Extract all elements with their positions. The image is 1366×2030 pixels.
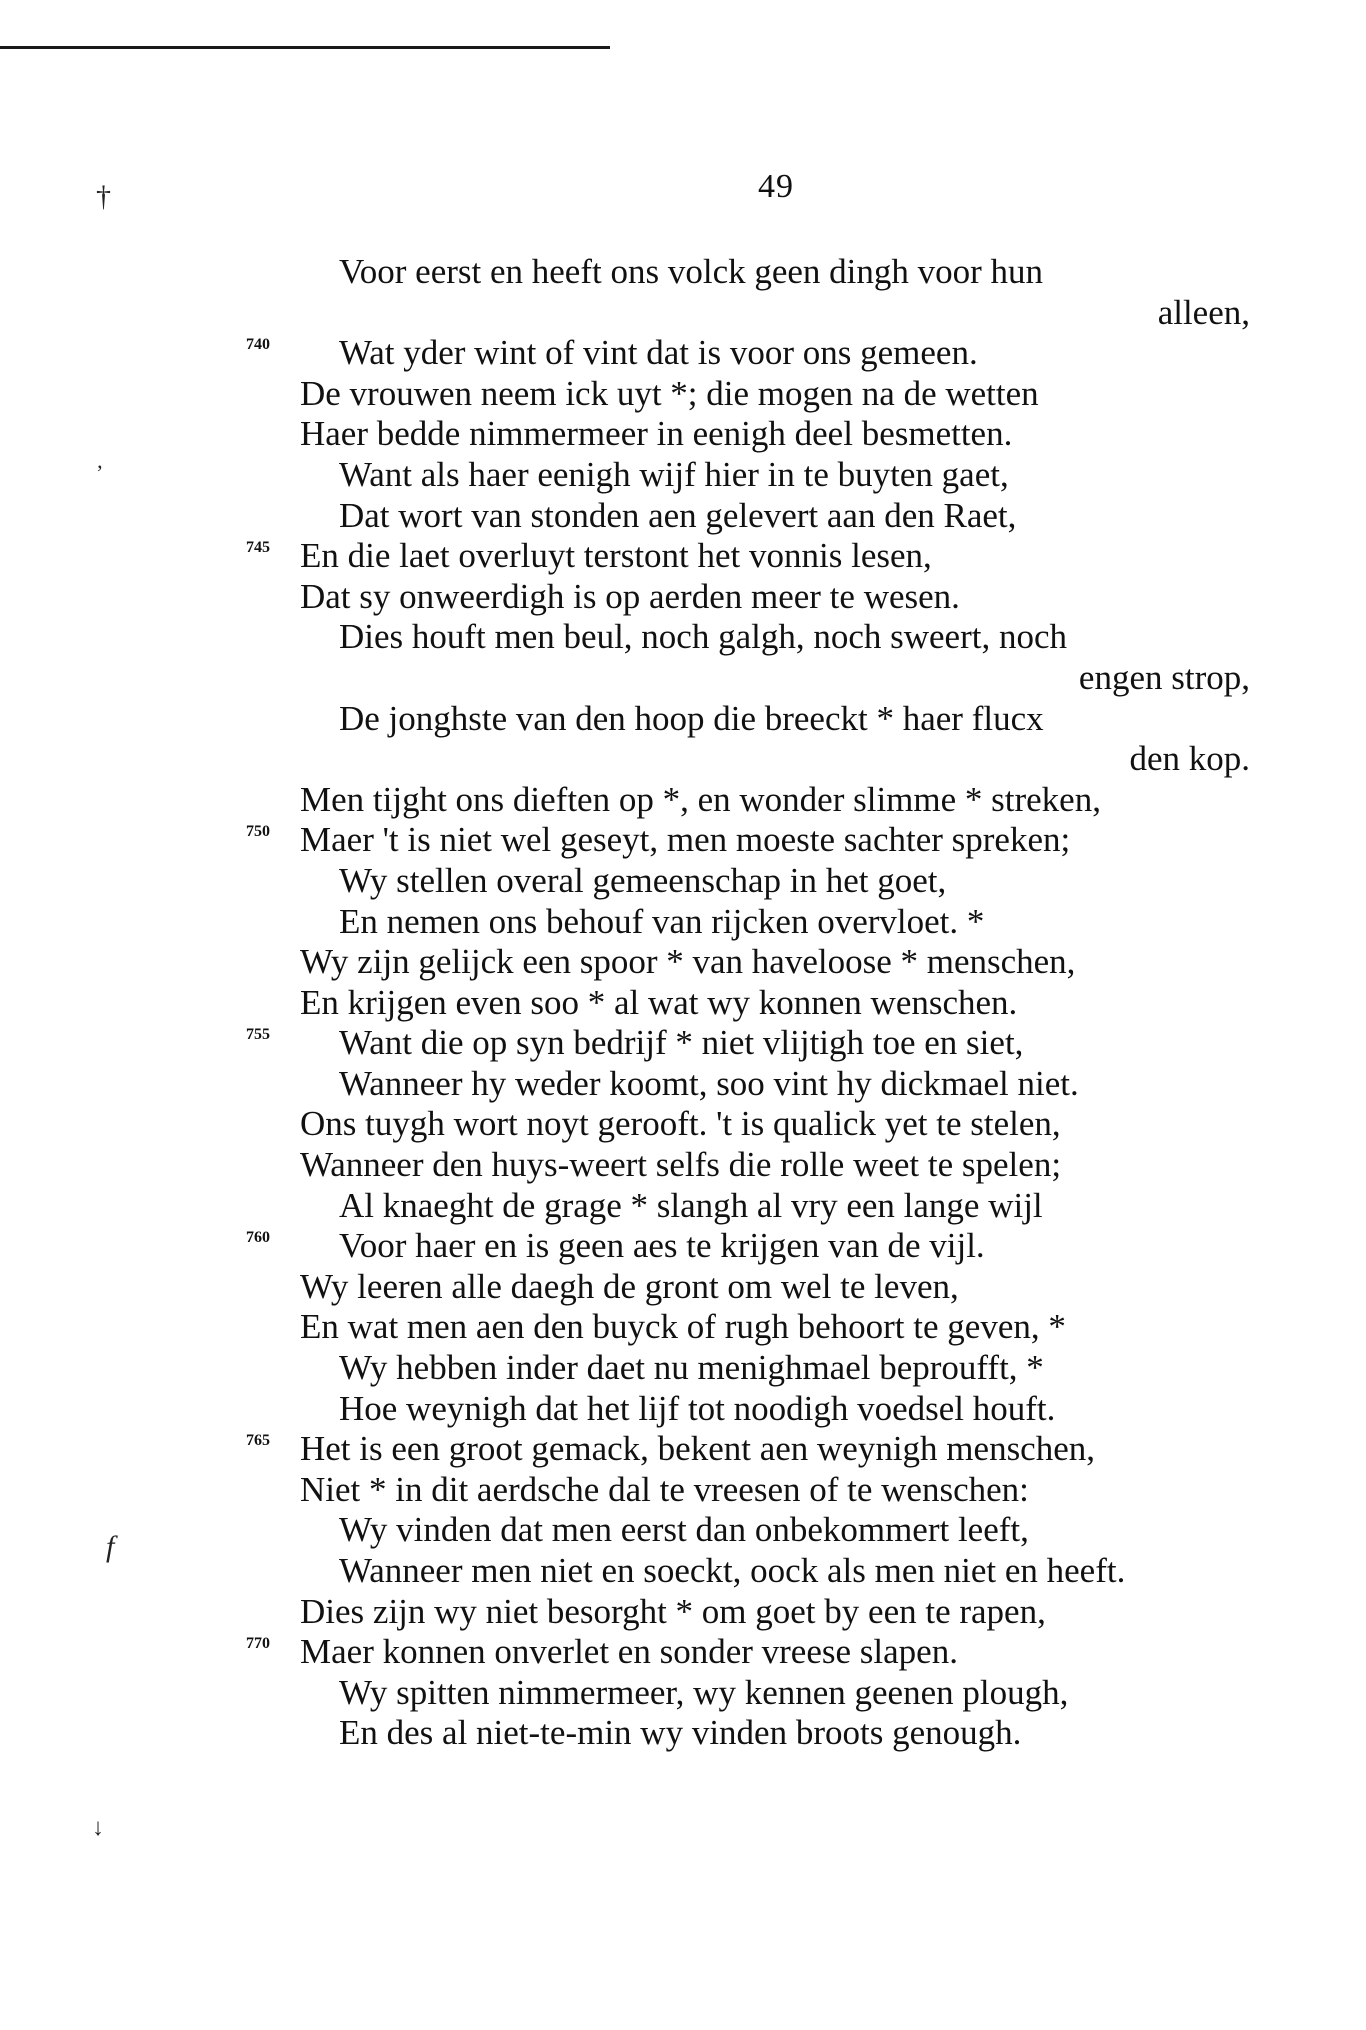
verse-line	[300, 1510, 1260, 1551]
verse-text: Dies houft men beul, noch galgh, noch sweert, noch	[339, 617, 1068, 657]
verse-line	[300, 699, 1260, 740]
verse-text: Want als haer eenigh wijf hier in te buyten gaet,	[339, 454, 1009, 494]
verse-line	[300, 861, 1260, 902]
verse-text: Al knaeght de grage * slangh al vry een lange wijl	[339, 1185, 1043, 1225]
verse-line	[300, 780, 1260, 821]
verse-text: Maer konnen onverlet en sonder vreese slapen.	[300, 1632, 958, 1672]
verse-text: Wanneer den huys-weert selfs die rolle weet te spelen;	[300, 1145, 1062, 1185]
verse-line	[246, 536, 1260, 577]
verse-text: En des al niet-te-min wy vinden broots genough.	[339, 1713, 1022, 1753]
verse-text: De vrouwen neem ick uyt *; die mogen na de wetten	[300, 373, 1039, 413]
verse-line	[246, 1226, 1260, 1267]
verse-line	[246, 1632, 1260, 1673]
line-number: 750	[246, 823, 270, 841]
verse-text: alleen,	[1157, 292, 1250, 332]
line-number: 770	[246, 1635, 270, 1653]
poem-body	[246, 252, 1260, 1754]
verse-text: Niet * in dit aerdsche dal te vreesen of te wenschen:	[300, 1469, 1029, 1509]
verse-line	[300, 577, 1260, 618]
verse-text: Voor haer en is geen aes te krijgen van de vijl.	[339, 1226, 985, 1266]
verse-text: Wy vinden dat men eerst dan onbekommert leeft,	[339, 1510, 1029, 1550]
verse-text: De jonghste van den hoop die breeckt * haer flucx	[339, 698, 1044, 738]
line-number: 765	[246, 1432, 270, 1450]
verse-text: Dies zijn wy niet besorght * om goet by een te rapen,	[300, 1591, 1046, 1631]
verse-line	[300, 1470, 1260, 1511]
verse-runover	[300, 658, 1260, 699]
line-number: 755	[246, 1026, 270, 1044]
verse-text: Voor eerst en heeft ons volck geen dingh voor hun	[339, 252, 1044, 291]
verse-line	[300, 1389, 1260, 1430]
verse-line	[300, 374, 1260, 415]
verse-text: Het is een groot gemack, bekent aen weynigh menschen,	[300, 1429, 1096, 1469]
verse-line	[300, 1348, 1260, 1389]
verse-line	[246, 333, 1260, 374]
verse-line	[300, 455, 1260, 496]
verse-line	[300, 1064, 1260, 1105]
verse-line	[300, 496, 1260, 537]
verse-text: Dat wort van stonden aen gelevert aan den Raet,	[339, 495, 1017, 535]
verse-line	[300, 1186, 1260, 1227]
verse-line	[300, 252, 1260, 293]
verse-line	[300, 1267, 1260, 1308]
verse-runover	[300, 293, 1260, 334]
verse-text: En nemen ons behouf van rijcken overvloet. *	[339, 901, 985, 941]
verse-text: En krijgen even soo * al wat wy konnen wenschen.	[300, 982, 1018, 1022]
verse-text: Wanneer men niet en soeckt, oock als men niet en heeft.	[339, 1551, 1126, 1590]
margin-mark: f	[106, 1530, 115, 1563]
verse-line	[300, 902, 1260, 943]
verse-text: Wy leeren alle daegh de gront om wel te leven,	[300, 1266, 959, 1306]
verse-text: Wanneer hy weder koomt, soo vint hy dickmael niet.	[339, 1063, 1079, 1103]
verse-line	[300, 1713, 1260, 1754]
verse-text: den kop.	[1129, 739, 1250, 779]
verse-text: Haer bedde nimmermeer in eenigh deel besmetten.	[300, 414, 1013, 454]
line-number: 760	[246, 1229, 270, 1247]
verse-line	[300, 942, 1260, 983]
verse-text: Ons tuygh wort noyt gerooft. 't is qualick yet te stelen,	[300, 1104, 1061, 1144]
verse-text: En die laet overluyt terstont het vonnis lesen,	[300, 536, 932, 576]
verse-text: Wat yder wint of vint dat is voor ons gemeen.	[339, 333, 978, 373]
verse-line	[246, 1023, 1260, 1064]
line-number: 745	[246, 539, 270, 557]
verse-line	[246, 820, 1260, 861]
top-rule	[0, 46, 610, 49]
verse-line	[300, 983, 1260, 1024]
verse-line	[300, 1592, 1260, 1633]
verse-text: Hoe weynigh dat het lijf tot noodigh voedsel houft.	[339, 1388, 1056, 1428]
verse-line	[300, 414, 1260, 455]
verse-line	[300, 1551, 1260, 1592]
margin-mark: †	[96, 180, 111, 213]
verse-text: Wy spitten nimmermeer, wy kennen geenen plough,	[339, 1672, 1069, 1712]
margin-mark: ↓	[92, 1815, 104, 1841]
verse-line	[300, 1307, 1260, 1348]
verse-text: Wy zijn gelijck een spoor * van haveloose * menschen,	[300, 942, 1076, 982]
verse-line	[300, 617, 1260, 658]
verse-text: engen strop,	[1078, 657, 1250, 697]
verse-text: Dat sy onweerdigh is op aerden meer te wesen.	[300, 576, 960, 616]
line-number: 740	[246, 336, 270, 354]
verse-text: Want die op syn bedrijf * niet vlijtigh toe en siet,	[339, 1023, 1024, 1063]
verse-text: Maer 't is niet wel geseyt, men moeste sachter spreken;	[300, 820, 1071, 860]
margin-mark: ’	[96, 460, 104, 485]
verse-line	[300, 1673, 1260, 1714]
verse-text: En wat men aen den buyck of rugh behoort te geven, *	[300, 1307, 1066, 1347]
verse-line	[300, 1145, 1260, 1186]
verse-runover	[300, 739, 1260, 780]
page-number: 49	[758, 168, 794, 205]
verse-text: Wy stellen overal gemeenschap in het goet,	[339, 860, 947, 900]
verse-text: Wy hebben inder daet nu menighmael beproufft, *	[339, 1348, 1044, 1388]
verse-line	[300, 1104, 1260, 1145]
verse-text: Men tijght ons dieften op *, en wonder slimme * streken,	[300, 779, 1101, 819]
verse-line	[246, 1429, 1260, 1470]
